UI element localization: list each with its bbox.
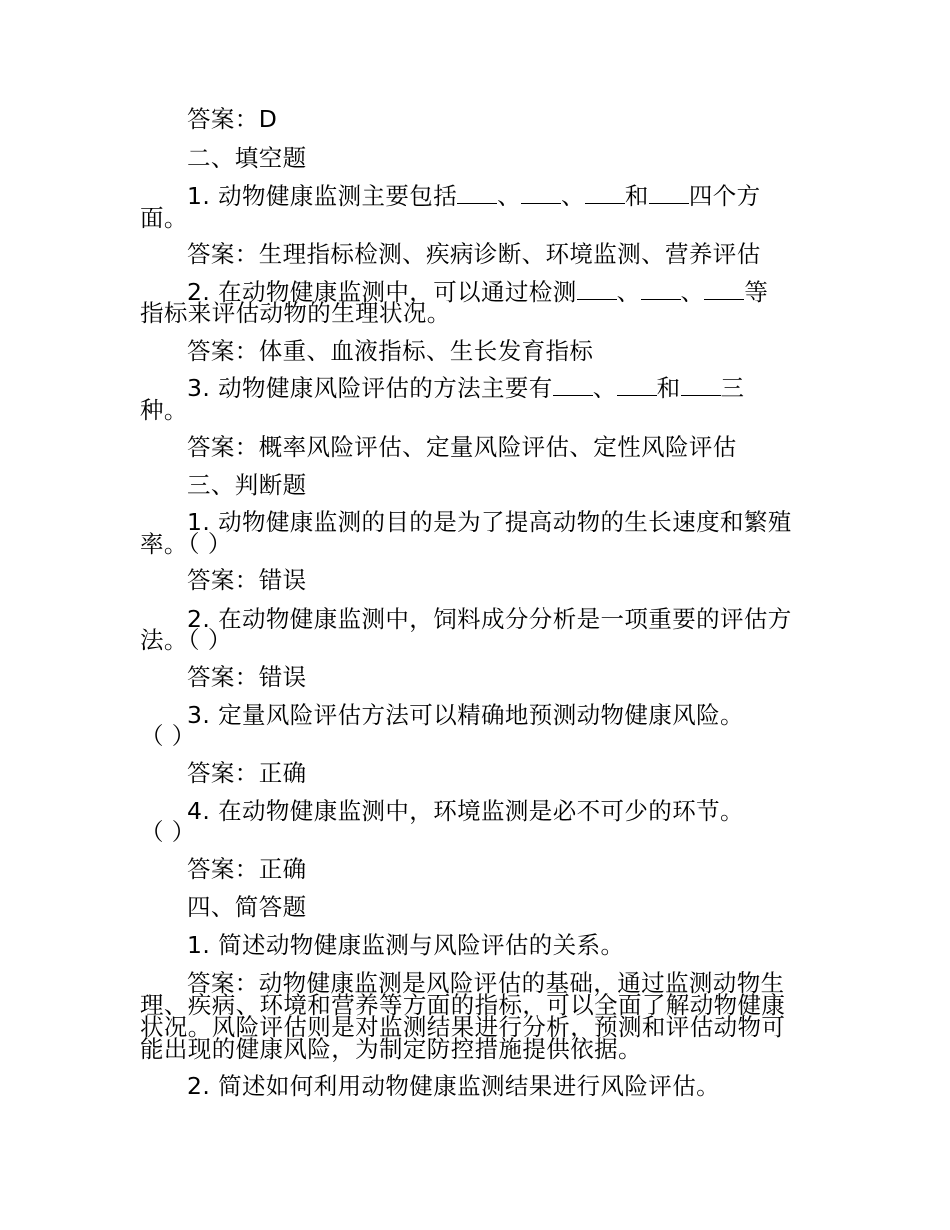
question-line-wrap: 指标来评估动物的生理状况。: [140, 299, 451, 327]
blank-line: [617, 373, 657, 396]
section-heading-true-false: 三、判断题: [187, 471, 307, 499]
blank-line: [457, 181, 497, 204]
question-line: 1. 动物健康监测的目的是为了提高动物的生长速度和繁殖: [187, 508, 792, 536]
answer-line: 答案：正确: [187, 855, 307, 883]
answer-line: 答案：正确: [187, 759, 307, 787]
question-line-wrap: 面。: [140, 204, 188, 232]
question-line: 2. 简述如何利用动物健康监测结果进行风险评估。: [187, 1072, 720, 1100]
blank-line: [553, 373, 593, 396]
answer-line: 答案：生理指标检测、疾病诊断、环境监测、营养评估: [187, 240, 761, 268]
answer-line: 答案：概率风险评估、定量风险评估、定性风险评估: [187, 433, 737, 461]
answer-paragraph-line: 状况。风险评估则是对监测结果进行分析，预测和评估动物可: [140, 1013, 786, 1041]
answer-paragraph-line: 答案：动物健康监测是风险评估的基础，通过监测动物生: [187, 969, 785, 997]
answer-line: 答案：体重、血液指标、生长发育指标: [187, 337, 594, 365]
question-line: 2. 在动物健康监测中，可以通过检测 、 、 等: [187, 278, 769, 306]
answer-paragraph-line: 能出现的健康风险，为制定防控措施提供依据。: [140, 1035, 642, 1063]
question-line-wrap: （ ）: [140, 818, 196, 846]
question-line-wrap: 种。: [140, 396, 188, 424]
answer-line: 答案：错误: [187, 566, 307, 594]
question-line: 2. 在动物健康监测中，饲料成分分析是一项重要的评估方: [187, 605, 792, 633]
blank-line: [641, 277, 681, 300]
section-heading-short-answer: 四、简答题: [187, 893, 307, 921]
question-line: 3. 定量风险评估方法可以精确地预测动物健康风险。: [187, 701, 744, 729]
blank-line: [704, 277, 744, 300]
question-line-wrap: 率。（ ）: [140, 530, 232, 558]
blank-line: [585, 181, 625, 204]
blank-line: [521, 181, 561, 204]
question-line: 1. 简述动物健康监测与风险评估的关系。: [187, 931, 625, 959]
blank-line: [577, 277, 617, 300]
section-heading-fill-blank: 二、填空题: [187, 144, 307, 172]
question-line-wrap: （ ）: [140, 722, 196, 750]
answer-paragraph-line: 理、疾病、环境和营养等方面的指标，可以全面了解动物健康: [140, 991, 786, 1019]
blank-line: [681, 373, 721, 396]
question-line: 4. 在动物健康监测中，环境监测是必不可少的环节。: [187, 797, 744, 825]
question-line-wrap: 法。（ ）: [140, 626, 232, 654]
answer-line: 答案：错误: [187, 663, 307, 691]
answer-line: 答案：D: [187, 105, 278, 133]
question-line: 3. 动物健康风险评估的方法主要有 、 和 三: [187, 374, 745, 402]
question-line: 1. 动物健康监测主要包括 、 、 和 四个方: [187, 182, 761, 210]
blank-line: [649, 181, 689, 204]
